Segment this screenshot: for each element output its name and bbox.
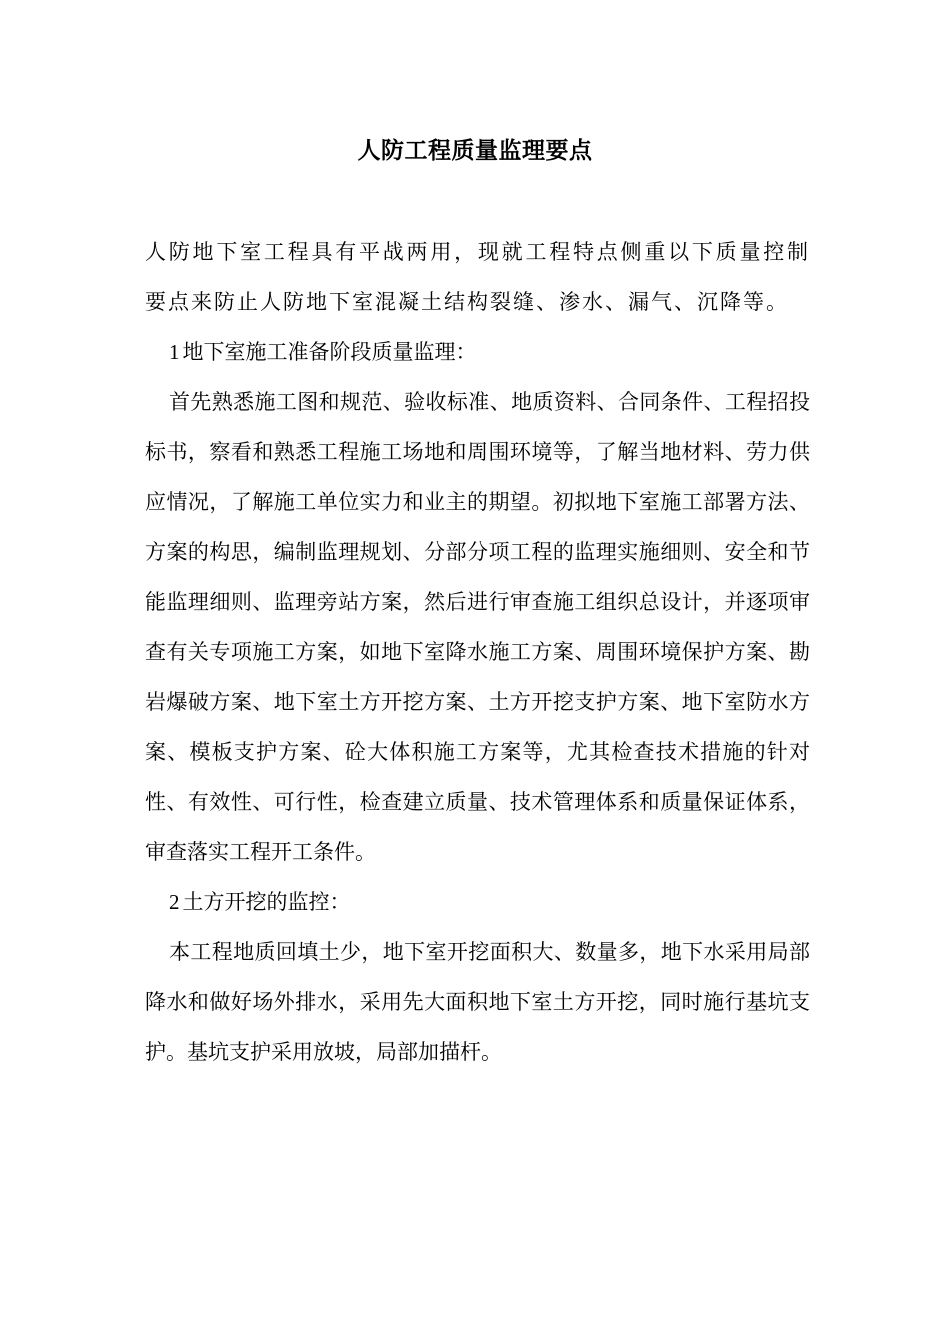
section-body-2: 本工程地质回填土少，地下室开挖面积大、数量多，地下水采用局部降水和做好场外排水，采用先大面积地下室土方开挖，同时施行基坑支护。基坑支护采用放坡，局部加描杆。 [145,940,810,1064]
section-heading-1 [145,327,810,377]
document-body [145,227,810,1077]
section-number-1: 1 [169,340,180,364]
section-heading-text-2: 土方开挖的监控： [182,890,351,914]
document-title: 人防工程质量监理要点 [357,137,593,164]
intro-paragraph: 人防地下室工程具有平战两用，现就工程特点侧重以下质量控制要点来防止人防地下室混凝土结构裂缝、渗水、漏气、沉降等。 [145,240,810,314]
section-heading-2 [145,877,810,927]
section-body-1: 首先熟悉施工图和规范、验收标准、地质资料、合同条件、工程招投标书，察看和熟悉工程施工场地和周围环境等，了解当地材料、劳力供应情况，了解施工单位实力和业主的期望。初拟地下室施工部署方法、方案的构思，编制监理规划、分部分项工程的监理实施细则、安全和节能监理细则、监理旁站方案，然后进行审查施工组织总设计，并逐项审查有关专项施工方案，如地下室降水施工方案、周围环境保护方案、勘岩爆破方案、地下室土方开挖方案、土方开挖支护方案、地下室防水方案、模板支护方案、砼大体积施工方案等，尤其检查技术措施的针对性、有效性、可行性，检查建立质量、技术管理体系和质量保证体系，审查落实工程开工条件。 [145,390,810,864]
section-number-2: 2 [169,890,180,914]
section-heading-text-1: 地下室施工准备阶段质量监理： [182,340,477,364]
